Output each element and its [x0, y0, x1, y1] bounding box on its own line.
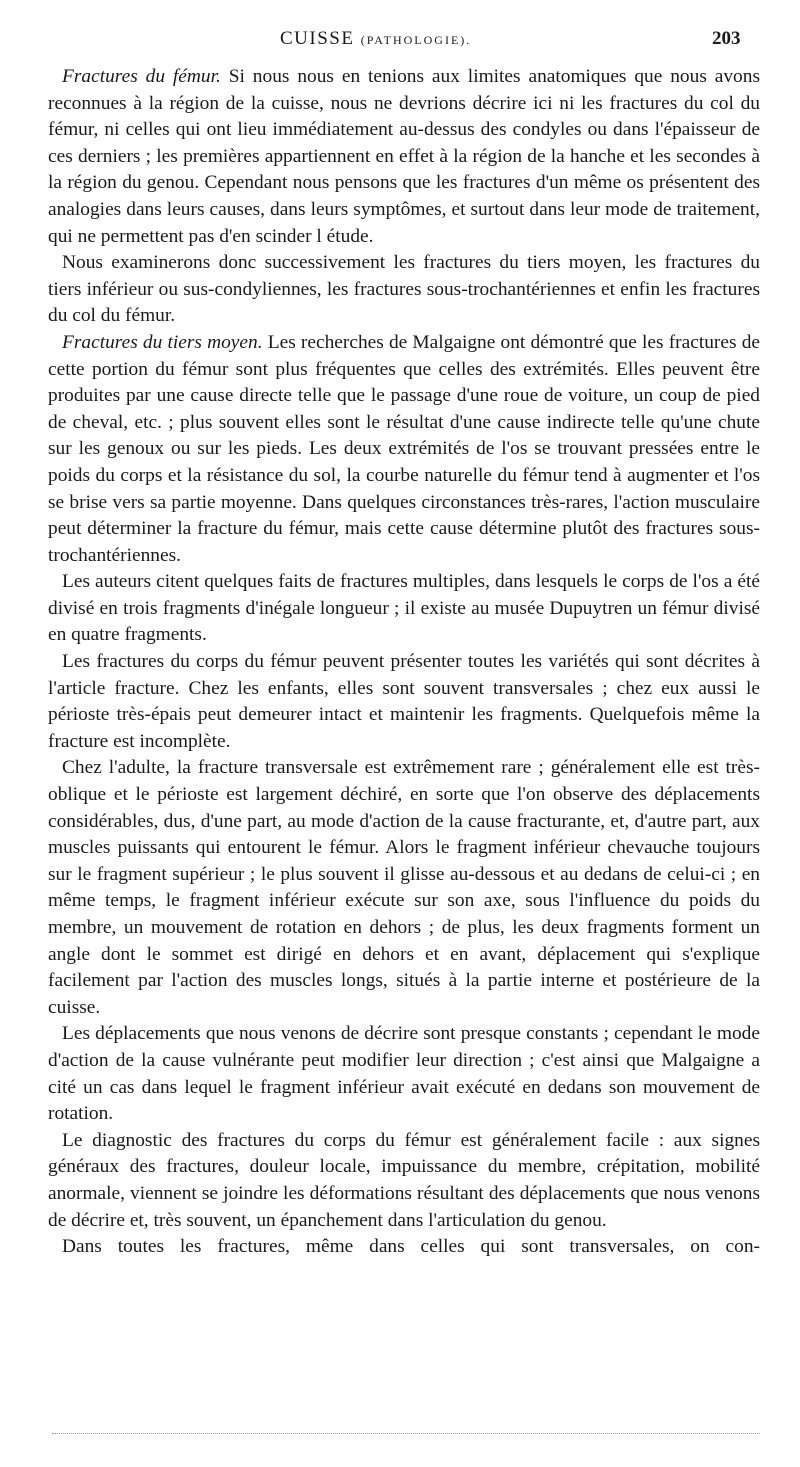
- paragraph-plan: [48, 250, 760, 330]
- section-heading: Fractures du tiers moyen.: [62, 331, 263, 353]
- paragraph-fractures-multiples: [48, 569, 760, 649]
- paragraph-tiers-moyen: [48, 330, 760, 569]
- paragraph-text: Le diagnostic des fractures du corps du fémur est généralement facile : aux signes généraux des fractures, douleur locale, impuissance du membre, crépitation, mobilité anormale, viennent se joindre les déformations résultant des déplacements que nous venons de décrire et, très souvent, un épanchement dans l'articulation du genou.: [48, 1129, 760, 1231]
- paragraph-continued: [48, 1234, 760, 1261]
- paragraph-text: Les fractures du corps du fémur peuvent présenter toutes les variétés qui sont décrites à l'article fracture. Chez les enfants, elles sont souvent transversales ; chez eux aussi le périoste très-épais peut demeurer intact et maintenir les fragments. Quelquefois même la fracture est incomplète.: [48, 651, 760, 752]
- paragraph-adulte: [48, 755, 760, 1021]
- paragraph-text: Nous examinerons donc successivement les fractures du tiers moyen, les fractures du tiers inférieur ou sus-condyliennes, les fractures sous-trochantériennes et enfin les fractures du col du fémur.: [48, 252, 760, 327]
- paragraph-varietes: [48, 649, 760, 755]
- paragraph-text: Si nous nous en tenions aux limites anatomiques que nous avons reconnues à la région de la cuisse, nous ne devrions décrire ici ni les fractures du col du fémur, ni celles qui ont lieu immédiatement au-dessus des condyles ou dans l'épaisseur de ces derniers ; les premières appartiennent en effet à la région de la hanche et les secondes à la région du genou. Cependant nous pensons que les fractures d'un même os présentent des analogies dans leurs causes, dans leurs symptômes, et surtout dans leur mode de traitement, qui ne permettent pas d'en scinder l étude.: [48, 66, 760, 247]
- paragraph-deplacements: [48, 1021, 760, 1127]
- paragraph-fractures-du-femur: [48, 64, 760, 250]
- running-head: [0, 28, 800, 58]
- running-head-main: CUISSE: [280, 28, 355, 49]
- section-heading: Fractures du fémur.: [62, 66, 221, 87]
- footer-divider: [52, 1433, 760, 1434]
- running-head-subtitle: (PATHOLOGIE).: [360, 33, 472, 47]
- paragraph-diagnostic: [48, 1128, 760, 1234]
- paragraph-text: Les déplacements que nous venons de décrire sont presque constants ; cependant le mode d'action de la cause vulnérante peut modifier leur direction ; c'est ainsi que Malgaigne a cité un cas dans lequel le fragment inférieur avait exécuté en dedans son mouvement de rotation.: [48, 1023, 760, 1125]
- page-number: 203: [712, 28, 741, 49]
- paragraph-text: Les auteurs citent quelques faits de fractures multiples, dans lesquels le corps de l'os a été divisé en trois fragments d'inégale longueur ; il existe au musée Dupuytren un fémur divisé en quatre fragments.: [48, 571, 760, 646]
- paragraph-text: Dans toutes les fractures, même dans celles qui sont transversales, on con-: [62, 1236, 760, 1258]
- paragraph-text: Les recherches de Malgaigne ont démontré que les fractures de cette portion du fémur sont plus fréquentes que celles des extrémités. Elles peuvent être produites par une cause directe telle que le passage d'une roue de voiture, un coup de pied de cheval, etc. ; plus souvent elles sont le résultat d'une cause indirecte telle qu'une chute sur les genoux ou sur les pieds. Les deux extrémités de l'os se trouvant pressées entre le poids du corps et la résistance du sol, la courbe naturelle du fémur tend à augmenter et l'os se brise vers sa partie moyenne. Dans quelques circonstances très-rares, l'action musculaire peut déterminer la fracture du fémur, mais cette cause détermine plutôt des fractures sous-trochantériennes.: [48, 331, 760, 566]
- paragraph-text: Chez l'adulte, la fracture transversale est extrêmement rare ; généralement elle est très-oblique et le périoste est largement déchiré, en sorte que l'on observe des déplacements considérables, dus, d'une part, au mode d'action de la cause fracturante, et, d'autre part, aux muscles puissants qui entourent le fémur. Alors le fragment inférieur chevauche toujours sur le fragment supérieur ; le plus souvent il glisse au-dessous et au dedans de celui-ci ; en même temps, le fragment inférieur exécute sur son axe, sous l'influence du poids du membre, un mouvement de rotation en dehors ; de plus, les deux fragments forment un angle dont le sommet est dirigé en dehors et en avant, déplacement qui s'explique facilement par l'action des muscles longs, situés à la partie interne et postérieure de la cuisse.: [48, 757, 760, 1018]
- running-head-title: [280, 28, 471, 50]
- body-text: [48, 64, 760, 1261]
